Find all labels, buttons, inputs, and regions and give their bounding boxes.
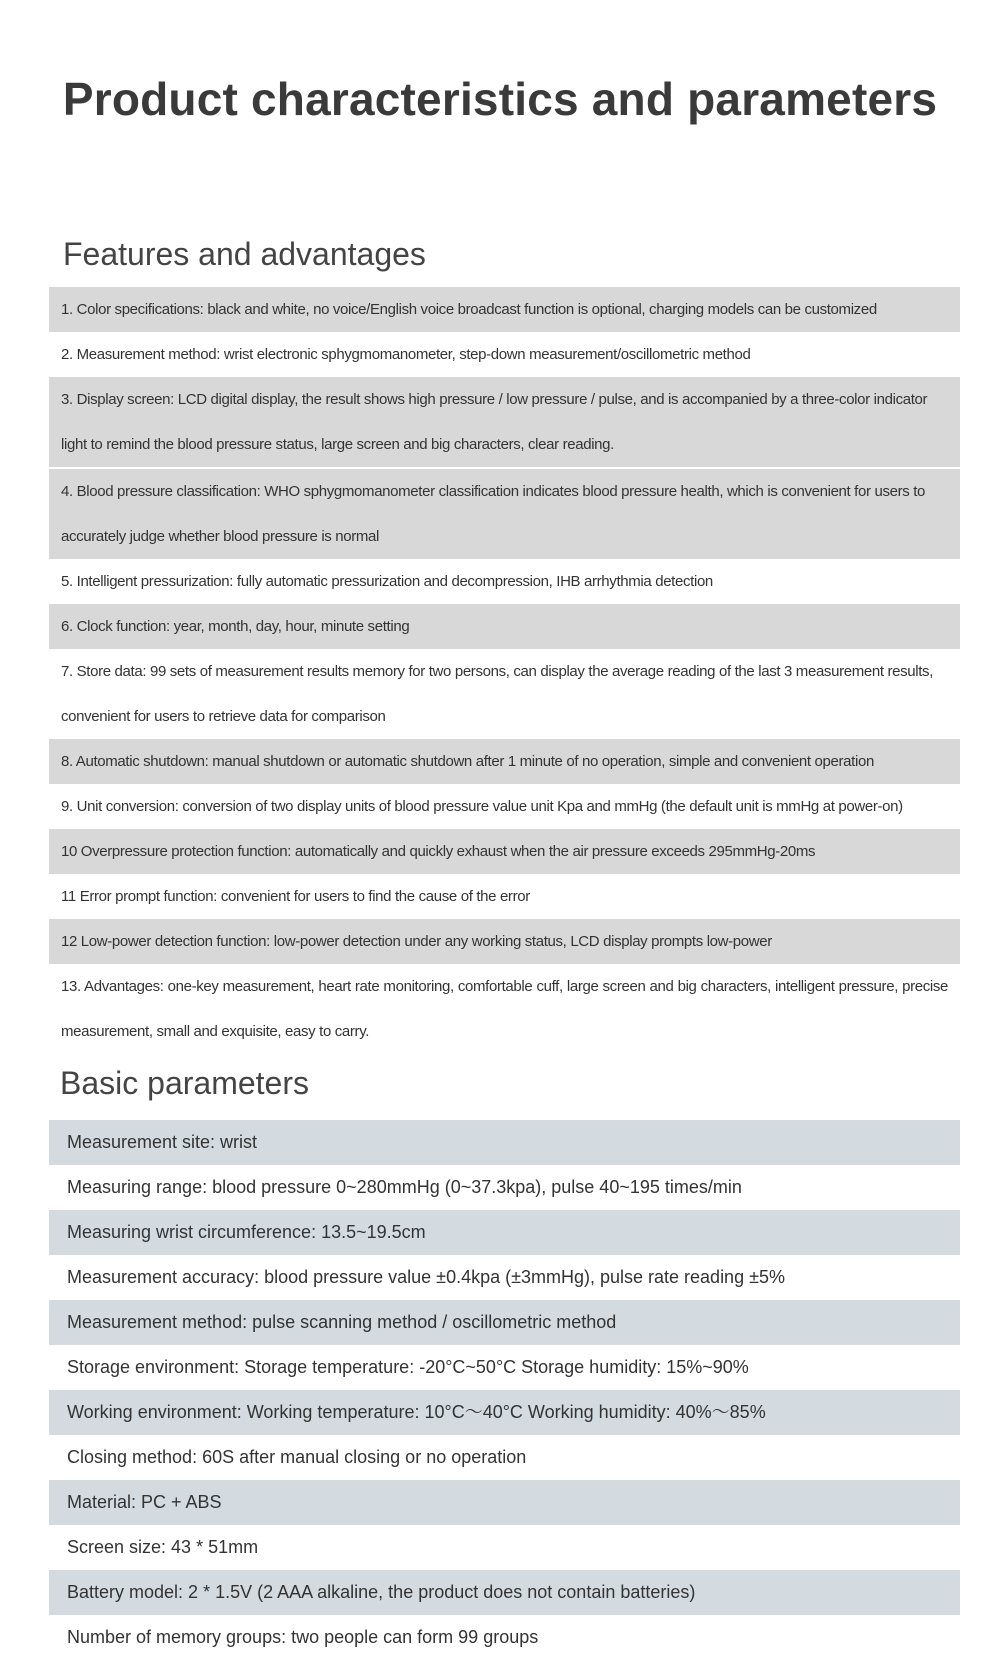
feature-item-1: 1. Color specifications: black and white, no voice/English voice broadcast function is optional, charging models can be customized (49, 287, 960, 332)
param-item-accuracy: Measurement accuracy: blood pressure value ±0.4kpa (±3mmHg), pulse rate reading ±5% (67, 1267, 785, 1287)
feature-item-5: 5. Intelligent pressurization: fully automatic pressurization and decompression, IHB arrhythmia detection (61, 573, 713, 590)
param-item-wrist-circumference: Measuring wrist circumference: 13.5~19.5cm (49, 1210, 960, 1255)
param-item-material: Material: PC + ABS (49, 1480, 960, 1525)
feature-item-3: 3. Display screen: LCD digital display, the result shows high pressure / low pressure / pulse, and is accompanied by a three-color indicator light to remind the blood pressure status, large screen and big characters, clear reading. (49, 377, 960, 467)
feature-item-13: 13. Advantages: one-key measurement, heart rate monitoring, comfortable cuff, large screen and big characters, intelligent pressure, precise measurement, small and exquisite, easy to carry. (61, 978, 948, 1040)
features-heading: Features and advantages (63, 236, 426, 272)
param-item-measurement-site: Measurement site: wrist (49, 1120, 960, 1165)
feature-item-4: 4. Blood pressure classification: WHO sphygmomanometer classification indicates blood pressure health, which is convenient for users to accurately judge whether blood pressure is normal (49, 467, 960, 559)
feature-item-12: 12 Low-power detection function: low-power detection under any working status, LCD display prompts low-power (49, 919, 960, 964)
param-item-memory-groups: Number of memory groups: two people can form 99 groups (67, 1627, 539, 1647)
feature-item-7: 7. Store data: 99 sets of measurement results memory for two persons, can display the average reading of the last 3 measurement results, convenient for users to retrieve data for comparison (61, 663, 934, 725)
param-item-battery-model: Battery model: 2 * 1.5V (2 AAA alkaline, the product does not contain batteries) (49, 1570, 960, 1615)
feature-item-10: 10 Overpressure protection function: automatically and quickly exhaust when the air pressure exceeds 295mmHg-20ms (49, 829, 960, 874)
feature-item-8: 8. Automatic shutdown: manual shutdown or automatic shutdown after 1 minute of no operation, simple and convenient operation (49, 739, 960, 784)
page-title: Product characteristics and parameters (62, 73, 938, 125)
param-item-storage-environment: Storage environment: Storage temperature: -20°C~50°C Storage humidity: 15%~90% (67, 1357, 749, 1377)
parameters-list (49, 1120, 960, 1660)
feature-item-11: 11 Error prompt function: convenient for users to find the cause of the error (61, 888, 530, 905)
feature-item-6: 6. Clock function: year, month, day, hour, minute setting (49, 604, 960, 649)
param-item-measuring-range: Measuring range: blood pressure 0~280mmHg (0~37.3kpa), pulse 40~195 times/min (67, 1177, 742, 1197)
basic-parameters-heading: Basic parameters (60, 1065, 309, 1101)
param-item-closing-method: Closing method: 60S after manual closing or no operation (67, 1447, 527, 1467)
feature-item-9: 9. Unit conversion: conversion of two display units of blood pressure value unit Kpa and mmHg (the default unit is mmHg at power-on) (61, 798, 903, 815)
param-item-working-environment: Working environment: Working temperature: 10°C～40°C Working humidity: 40%～85% (49, 1390, 960, 1435)
param-item-measurement-method: Measurement method: pulse scanning method / oscillometric method (49, 1300, 960, 1345)
feature-item-2: 2. Measurement method: wrist electronic sphygmomanometer, step-down measurement/oscillometric method (61, 346, 751, 363)
features-list (49, 287, 960, 1054)
param-item-screen-size: Screen size: 43 * 51mm (67, 1537, 259, 1557)
